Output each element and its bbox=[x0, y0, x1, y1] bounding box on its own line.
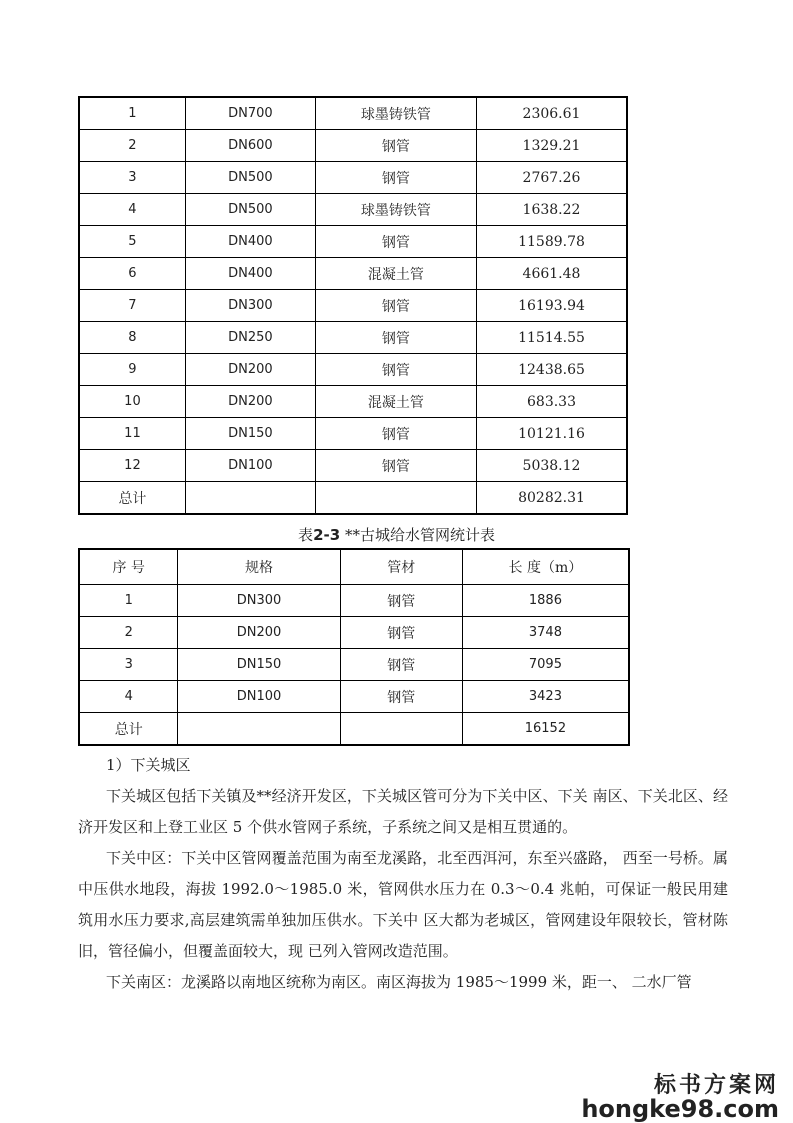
cell-no: 5 bbox=[79, 226, 185, 258]
paragraph-south-district: 下关南区：龙溪路以南地区统称为南区。南区海拔为 1985～1999 米，距一、 二水厂管 bbox=[106, 973, 692, 991]
cell-length: 11514.55 bbox=[477, 322, 628, 354]
cell-material: 钢管 bbox=[340, 649, 462, 681]
cell-material: 球墨铸铁管 bbox=[315, 97, 476, 130]
header-spec: 规格 bbox=[178, 549, 340, 585]
total-label: 总计 bbox=[79, 482, 185, 515]
cell-length: 2306.61 bbox=[477, 97, 628, 130]
cell-spec: DN400 bbox=[185, 258, 315, 290]
cell-no: 1 bbox=[79, 97, 185, 130]
cell-no: 6 bbox=[79, 258, 185, 290]
cell-material: 钢管 bbox=[315, 290, 476, 322]
cell-spec: DN100 bbox=[178, 681, 340, 713]
cell-no: 2 bbox=[79, 617, 178, 649]
cell-spec: DN150 bbox=[185, 418, 315, 450]
cell-length: 1886 bbox=[462, 585, 629, 617]
table-row bbox=[79, 649, 629, 681]
cell-spec: DN200 bbox=[178, 617, 340, 649]
total-row bbox=[79, 482, 627, 515]
cell-length: 12438.65 bbox=[477, 354, 628, 386]
empty-cell bbox=[185, 482, 315, 515]
total-label: 总计 bbox=[79, 713, 178, 746]
cell-spec: DN200 bbox=[185, 386, 315, 418]
cell-spec: DN250 bbox=[185, 322, 315, 354]
cell-length: 683.33 bbox=[477, 386, 628, 418]
cell-material: 球墨铸铁管 bbox=[315, 194, 476, 226]
cell-material: 钢管 bbox=[315, 354, 476, 386]
cell-spec: DN500 bbox=[185, 162, 315, 194]
empty-cell bbox=[178, 713, 340, 746]
table-row bbox=[79, 681, 629, 713]
caption-number: 2-3 bbox=[313, 526, 341, 544]
empty-cell bbox=[340, 713, 462, 746]
cell-no: 10 bbox=[79, 386, 185, 418]
table-row bbox=[79, 418, 627, 450]
paragraph-central-district: 下关中区：下关中区管网覆盖范围为南至龙溪路，北至西洱河，东至兴盛路， 西至一号桥。属中压供水地段，海拔 1992.0～1985.0 米，管网供水压力在 0.3～0.4 兆帕，可保证一般民用建筑用水压力要求,高层建筑需单独加压供水。下关中 区大都为老城区，管网建设年限较长，管材陈旧，管径偏小，但覆盖面较大，现 已列入管网改造范围。 bbox=[78, 849, 728, 960]
cell-material: 钢管 bbox=[315, 450, 476, 482]
cell-no: 7 bbox=[79, 290, 185, 322]
watermark-domain: hongke98.com bbox=[581, 1095, 779, 1123]
empty-cell bbox=[315, 482, 476, 515]
cell-material: 钢管 bbox=[315, 130, 476, 162]
cell-length: 11589.78 bbox=[477, 226, 628, 258]
cell-material: 钢管 bbox=[315, 162, 476, 194]
header-material: 管材 bbox=[340, 549, 462, 585]
cell-no: 2 bbox=[79, 130, 185, 162]
cell-length: 16193.94 bbox=[477, 290, 628, 322]
cell-no: 3 bbox=[79, 162, 185, 194]
cell-spec: DN400 bbox=[185, 226, 315, 258]
table-row bbox=[79, 386, 627, 418]
cell-length: 4661.48 bbox=[477, 258, 628, 290]
cell-spec: DN500 bbox=[185, 194, 315, 226]
table-header-row bbox=[79, 549, 629, 585]
cell-material: 混凝土管 bbox=[315, 258, 476, 290]
total-row bbox=[79, 713, 629, 746]
caption-prefix: 表 bbox=[298, 526, 314, 544]
cell-length: 3423 bbox=[462, 681, 629, 713]
cell-no: 3 bbox=[79, 649, 178, 681]
cell-length: 1329.21 bbox=[477, 130, 628, 162]
cell-material: 钢管 bbox=[340, 585, 462, 617]
table-row bbox=[79, 194, 627, 226]
cell-no: 11 bbox=[79, 418, 185, 450]
ancient-city-pipe-table bbox=[78, 548, 630, 746]
cell-no: 8 bbox=[79, 322, 185, 354]
table-row bbox=[79, 450, 627, 482]
cell-material: 钢管 bbox=[315, 226, 476, 258]
cell-spec: DN300 bbox=[185, 290, 315, 322]
cell-material: 钢管 bbox=[315, 418, 476, 450]
cell-spec: DN200 bbox=[185, 354, 315, 386]
cell-material: 混凝土管 bbox=[315, 386, 476, 418]
cell-length: 2767.26 bbox=[477, 162, 628, 194]
cell-material: 钢管 bbox=[315, 322, 476, 354]
total-value: 80282.31 bbox=[477, 482, 628, 515]
table-row bbox=[79, 322, 627, 354]
cell-spec: DN100 bbox=[185, 450, 315, 482]
cell-spec: DN150 bbox=[178, 649, 340, 681]
cell-material: 钢管 bbox=[340, 681, 462, 713]
cell-length: 1638.22 bbox=[477, 194, 628, 226]
cell-length: 3748 bbox=[462, 617, 629, 649]
table-row bbox=[79, 585, 629, 617]
cell-no: 9 bbox=[79, 354, 185, 386]
cell-length: 7095 bbox=[462, 649, 629, 681]
cell-no: 4 bbox=[79, 194, 185, 226]
header-length: 长 度（m） bbox=[462, 549, 629, 585]
table-row bbox=[79, 290, 627, 322]
cell-spec: DN600 bbox=[185, 130, 315, 162]
table-row bbox=[79, 162, 627, 194]
header-no: 序 号 bbox=[79, 549, 178, 585]
table-row bbox=[79, 354, 627, 386]
caption-title: **古城给水管网统计表 bbox=[340, 526, 495, 544]
paragraph-overview: 下关城区包括下关镇及**经济开发区，下关城区管可分为下关中区、下关 南区、下关北区、经济开发区和上登工业区 5 个供水管网子系统，子系统之间又是相互贯通的。 bbox=[78, 787, 728, 836]
section-heading: 1）下关城区 bbox=[106, 756, 191, 774]
cell-no: 4 bbox=[79, 681, 178, 713]
table-row bbox=[79, 130, 627, 162]
cell-material: 钢管 bbox=[340, 617, 462, 649]
total-value: 16152 bbox=[462, 713, 629, 746]
cell-no: 12 bbox=[79, 450, 185, 482]
cell-length: 10121.16 bbox=[477, 418, 628, 450]
pipe-network-table-1 bbox=[78, 96, 628, 515]
table-row bbox=[79, 617, 629, 649]
table-row bbox=[79, 258, 627, 290]
table-caption bbox=[0, 524, 793, 545]
cell-no: 1 bbox=[79, 585, 178, 617]
table-row bbox=[79, 226, 627, 258]
site-watermark bbox=[581, 1068, 779, 1123]
table-row bbox=[79, 97, 627, 130]
cell-spec: DN300 bbox=[178, 585, 340, 617]
watermark-site-name: 标书方案网 bbox=[653, 1072, 779, 1098]
body-text bbox=[78, 750, 728, 998]
cell-length: 5038.12 bbox=[477, 450, 628, 482]
cell-spec: DN700 bbox=[185, 97, 315, 130]
